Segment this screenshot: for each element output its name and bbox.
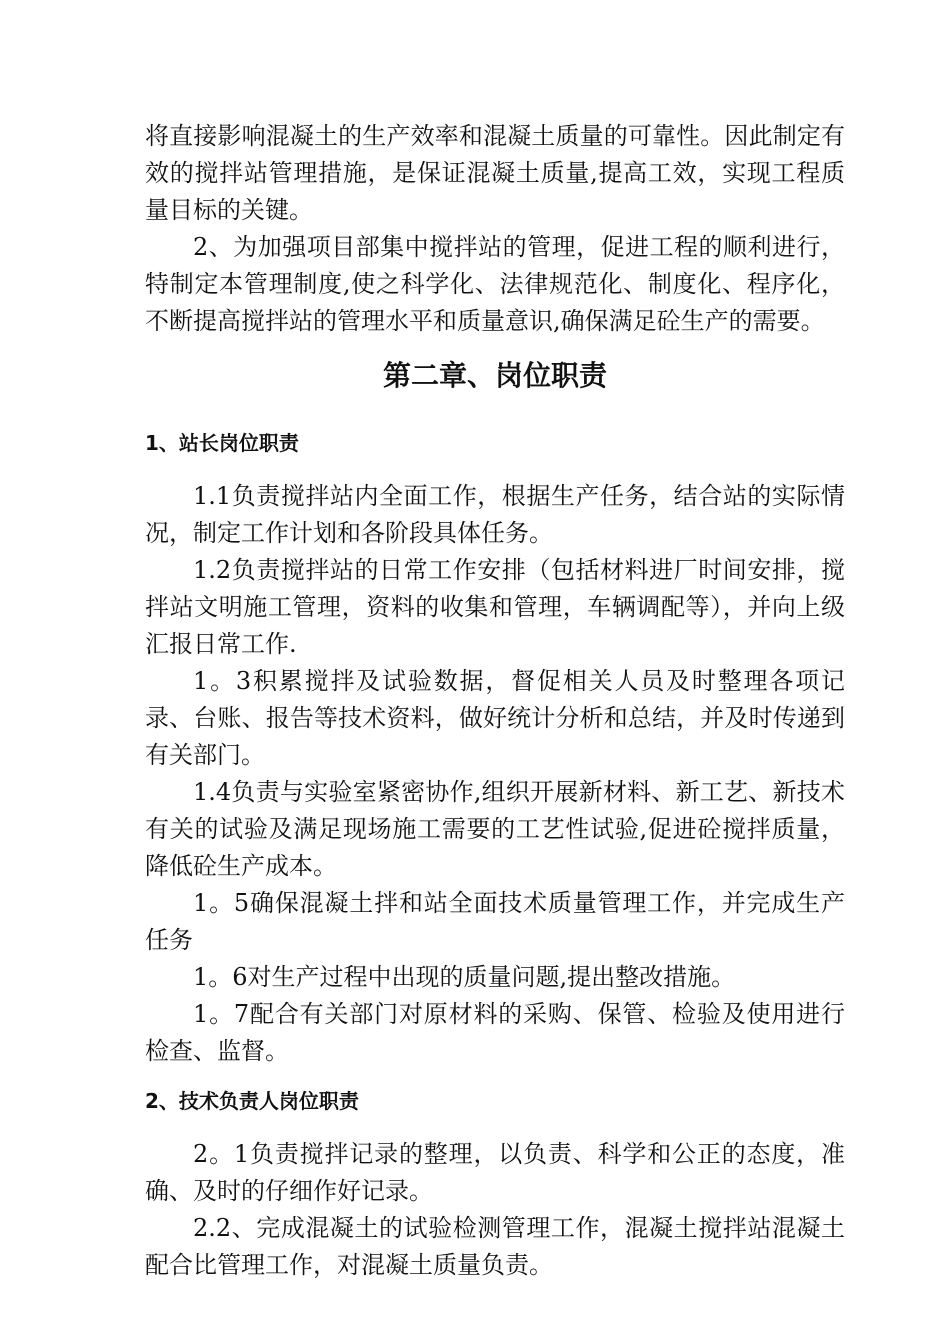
duty-item: 1。6对生产过程中出现的质量问题,提出整改措施。 [193,963,736,991]
intro-paragraph-1: 将直接影响混凝土的生产效率和混凝土质量的可靠性。因此制定有效的搅拌站管理措施，是保证混凝土质量,提高工效，实现工程质量目标的关键。 [145,122,845,224]
document-page [145,118,845,1284]
duty-item: 1.2负责搅拌站的日常工作安排（包括材料进厂时间安排，搅拌站文明施工管理，资料的收集和管理，车辆调配等），并向上级汇报日常工作. [145,556,845,658]
duty-item: 1。3积累搅拌及试验数据，督促相关人员及时整理各项记录、台账、报告等技术资料，做好统计分析和总结，并及时传递到有关部门。 [145,667,845,769]
duty-item: 1。7配合有关部门对原材料的采购、保管、检验及使用进行检查、监督。 [145,1000,845,1065]
duty-item: 1.1负责搅拌站内全面工作，根据生产任务，结合站的实际情况，制定工作计划和各阶段具体任务。 [145,482,845,547]
duty-item: 2.2、完成混凝土的试验检测管理工作，混凝土搅拌站混凝土配合比管理工作，对混凝土质量负责。 [145,1214,845,1279]
duty-item: 1.4负责与实验室紧密协作,组织开展新材料、新工艺、新技术有关的试验及满足现场施工需要的工艺性试验,促进砼搅拌质量，降低砼生产成本。 [145,778,845,880]
section-heading-technical-lead: 2、技术负责人岗位职责 [145,1089,359,1113]
section-heading-station-manager: 1、站长岗位职责 [145,431,299,455]
intro-paragraph-2: 2、为加强项目部集中搅拌站的管理，促进工程的顺利进行，特制定本管理制度,使之科学化、法律规范化、制度化、程序化，不断提高搅拌站的管理水平和质量意识,确保满足砼生产的需要。 [145,233,845,335]
duty-item: 2。1负责搅拌记录的整理，以负责、科学和公正的态度，准确、及时的仔细作好记录。 [145,1140,845,1205]
chapter-title: 第二章、岗位职责 [382,359,607,392]
duty-item: 1。5确保混凝土拌和站全面技术质量管理工作，并完成生产任务 [145,889,845,954]
